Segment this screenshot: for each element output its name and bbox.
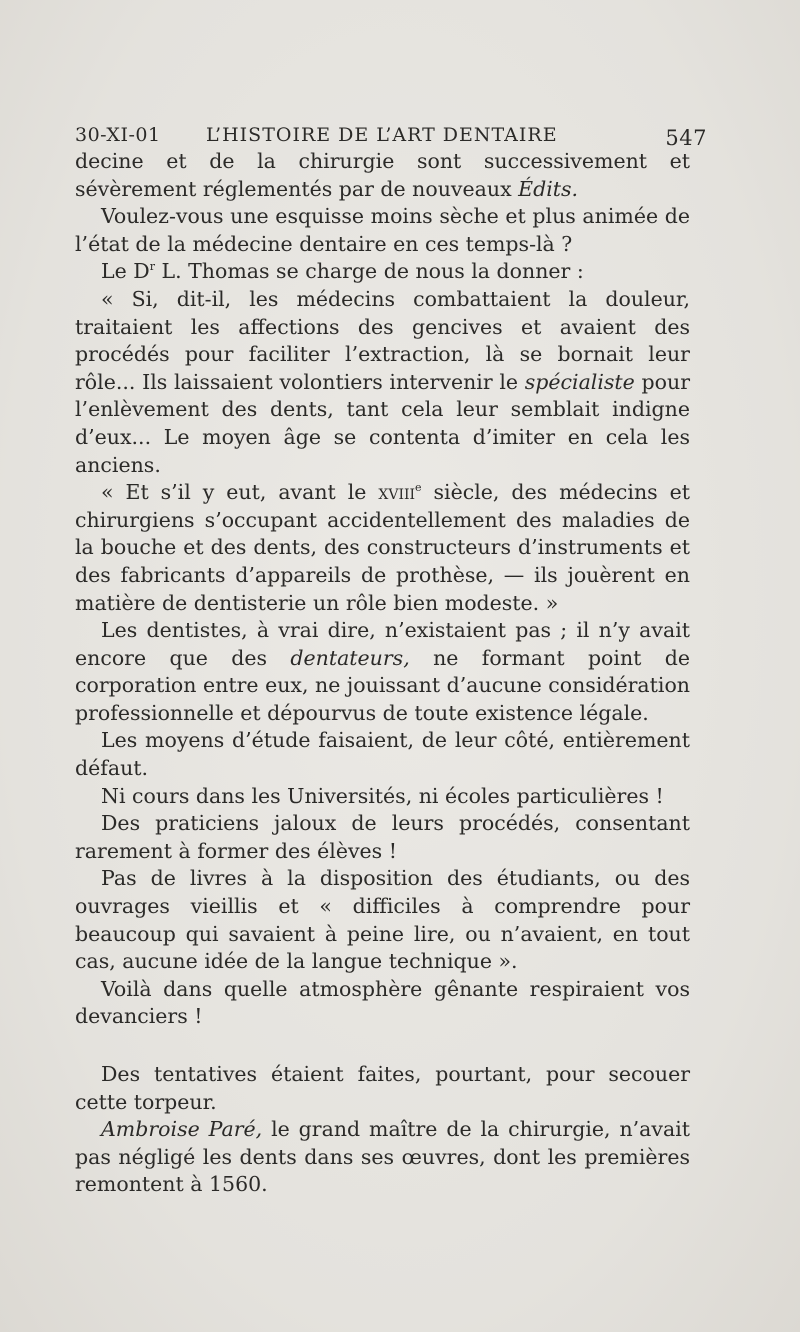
paragraph-3-sup: r: [149, 260, 155, 274]
paragraph-4-text-b: pour l’enlèvement des dents, tant cela leur semblait indigne d’eux... Le moyen âge se contenta d’imiter en cela les anciens.: [75, 369, 690, 477]
paragraph-4: [75, 286, 690, 479]
paragraph-5-text-b: siècle, des médecins et chirurgiens s’occupant accidentellement des maladies de la bouche et des dents, des constructeurs d’instruments et des fabricants d’appareils de prothèse, — ils jouèrent en matière de dentisterie un rôle bien modeste. »: [75, 480, 690, 615]
paragraph-6-text-b: ne formant point de corporation entre eux, ne jouissant d’aucune considération professionnelle et dépourvus de toute existence légale.: [75, 645, 691, 725]
paragraph-7: Les moyens d’étude faisaient, de leur côté, entièrement défaut.: [75, 728, 690, 781]
page-body: [75, 148, 690, 1199]
paragraph-9: Des praticiens jaloux de leurs procédés, consentant rarement à former des élèves !: [75, 811, 690, 863]
paragraph-1-text: decine et de la chirurgie sont successivement et sévèrement réglementés par de nouveaux: [75, 149, 690, 201]
page-number: 547: [665, 126, 707, 150]
paragraph-6-italic: dentateurs,: [290, 645, 410, 670]
running-header: [75, 118, 707, 148]
paragraph-3-pre: Le D: [101, 259, 150, 284]
paragraph-6-text-a: Les dentistes, à vrai dire, n’existaient pas ; il n’y avait encore que des: [75, 618, 690, 670]
header-title: L’HISTOIRE DE L’ART DENTAIRE: [206, 124, 558, 146]
paragraph-13-text: le grand maître de la chirurgie, n’avait pas négligé les dents dans ses œuvres, dont les premières remontent à 1560.: [75, 1117, 690, 1197]
paragraph-5-century: xviii: [378, 480, 416, 505]
paragraph-3: [75, 258, 690, 286]
paragraph-13: [75, 1116, 690, 1199]
paragraph-8: Ni cours dans les Universités, ni écoles particulières !: [101, 783, 664, 808]
paragraph-3-post: L. Thomas se charge de nous la donner :: [154, 259, 584, 284]
paragraph-5-sup: e: [415, 481, 422, 495]
paragraph-4-text-a: « Si, dit-il, les médecins combattaient la douleur, traitaient les affections des gencives et avaient des procédés pour faciliter l’extraction, là se bornait leur rôle... Ils laissaient volontiers intervenir le: [75, 286, 690, 394]
paragraph-6: [75, 617, 690, 727]
paragraph-10: Pas de livres à la disposition des étudiants, ou des ouvrages vieillis et « difficiles à comprendre pour beaucoup qui savaient à peine lire, ou n’avaient, en tout cas, aucune idée de la langue technique ».: [75, 866, 690, 974]
paragraph-1-italic: Édits.: [518, 176, 579, 201]
paragraph-1: [75, 148, 690, 203]
header-date: 30-XI-01: [75, 124, 161, 146]
paragraph-2: Voulez-vous une esquisse moins sèche et plus animée de l’état de la médecine dentaire en ces temps-là ?: [75, 204, 690, 256]
paragraph-5-text-a: « Et s’il y eut, avant le: [101, 480, 379, 505]
paragraph-13-italic: Ambroise Paré,: [101, 1117, 263, 1142]
paragraph-5: [75, 479, 690, 617]
paragraph-4-italic: spécialiste: [524, 369, 635, 394]
paragraph-11: Voilà dans quelle atmosphère gênante respiraient vos devanciers !: [75, 976, 690, 1029]
paragraph-12: Des tentatives étaient faites, pourtant, pour secouer cette torpeur.: [75, 1062, 690, 1114]
